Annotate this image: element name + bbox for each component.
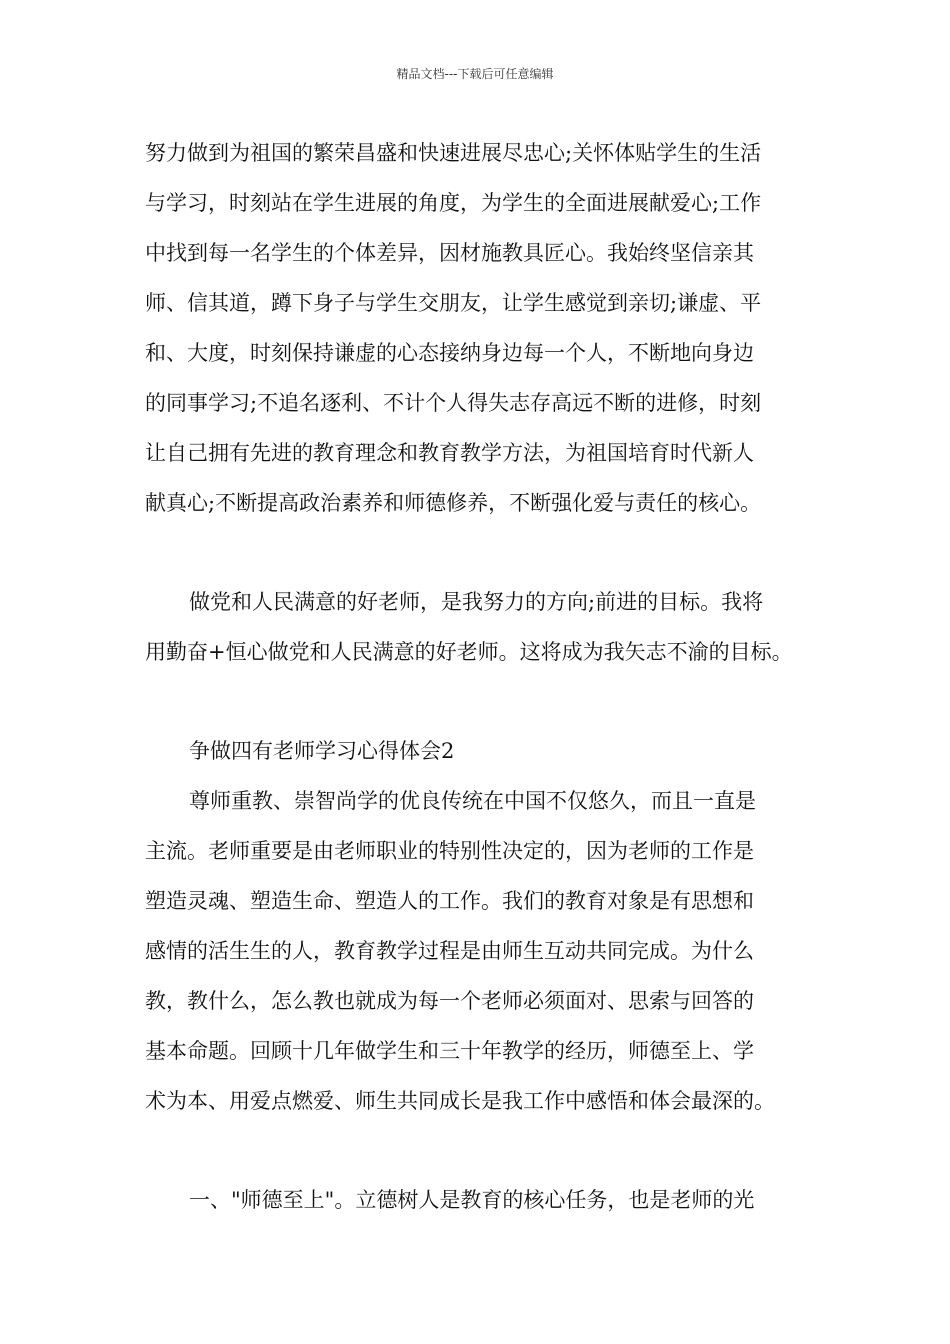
text-line: 主流。老师重要是由老师职业的特别性决定的，因为老师的工作是	[145, 839, 754, 863]
paragraph	[145, 1175, 810, 1225]
text-line: 用勤奋+恒心做党和人民满意的好老师。这将成为我矢志不渝的目标。	[145, 640, 793, 664]
text-line: 让自己拥有先进的教育理念和教育教学方法，为祖国培育时代新人	[145, 441, 754, 465]
paragraph-gap	[145, 677, 810, 726]
text-line: 师、信其道，蹲下身子与学生交朋友，让学生感觉到亲切;谦虚、平	[145, 291, 762, 315]
paragraph	[145, 128, 810, 528]
text-line: 中找到每一名学生的个体差异，因材施教具匠心。我始终坚信亲其	[145, 241, 754, 265]
text-line: 做党和人民满意的好老师，是我努力的方向;前进的目标。我将	[189, 590, 764, 614]
text-line: 努力做到为祖国的繁荣昌盛和快速进展尽忠心;关怀体贴学生的生活	[145, 141, 762, 165]
text-line: 一、"师德至上"。立德树人是教育的核心任务，也是老师的光	[189, 1188, 755, 1212]
document-body	[145, 128, 810, 1225]
page-header: 精品文档---下载后可任意编辑	[396, 67, 554, 81]
text-line: 基本命题。回顾十几年做学生和三十年教学的经历，师德至上、学	[145, 1039, 754, 1063]
text-line: 术为本、用爱点燃爱、师生共同成长是我工作中感悟和体会最深的。	[145, 1089, 775, 1113]
text-line: 感情的活生生的人，教育教学过程是由师生互动共同完成。为什么	[145, 939, 754, 963]
text-line: 献真心;不断提高政治素养和师德修养，不断强化爱与责任的核心。	[145, 491, 762, 515]
text-line: 教，教什么，怎么教也就成为每一个老师必须面对、思索与回答的	[145, 989, 754, 1013]
section	[145, 726, 810, 1126]
text-line: 和、大度，时刻保持谦虚的心态接纳身边每一个人，不断地向身边	[145, 341, 754, 365]
text-line: 塑造灵魂、塑造生命、塑造人的工作。我们的教育对象是有思想和	[145, 889, 754, 913]
text-line: 与学习，时刻站在学生进展的角度，为学生的全面进展献爱心;工作	[145, 191, 762, 215]
text-line: 尊师重教、崇智尚学的优良传统在中国不仅悠久，而且一直是	[189, 789, 756, 813]
text-line: 的同事学习;不追名逐利、不计个人得失志存高远不断的进修，时刻	[145, 391, 762, 415]
paragraph	[145, 577, 810, 677]
section-heading: 争做四有老师学习心得体会2	[189, 739, 455, 763]
paragraph-gap	[145, 1126, 810, 1175]
paragraph-gap	[145, 528, 810, 577]
